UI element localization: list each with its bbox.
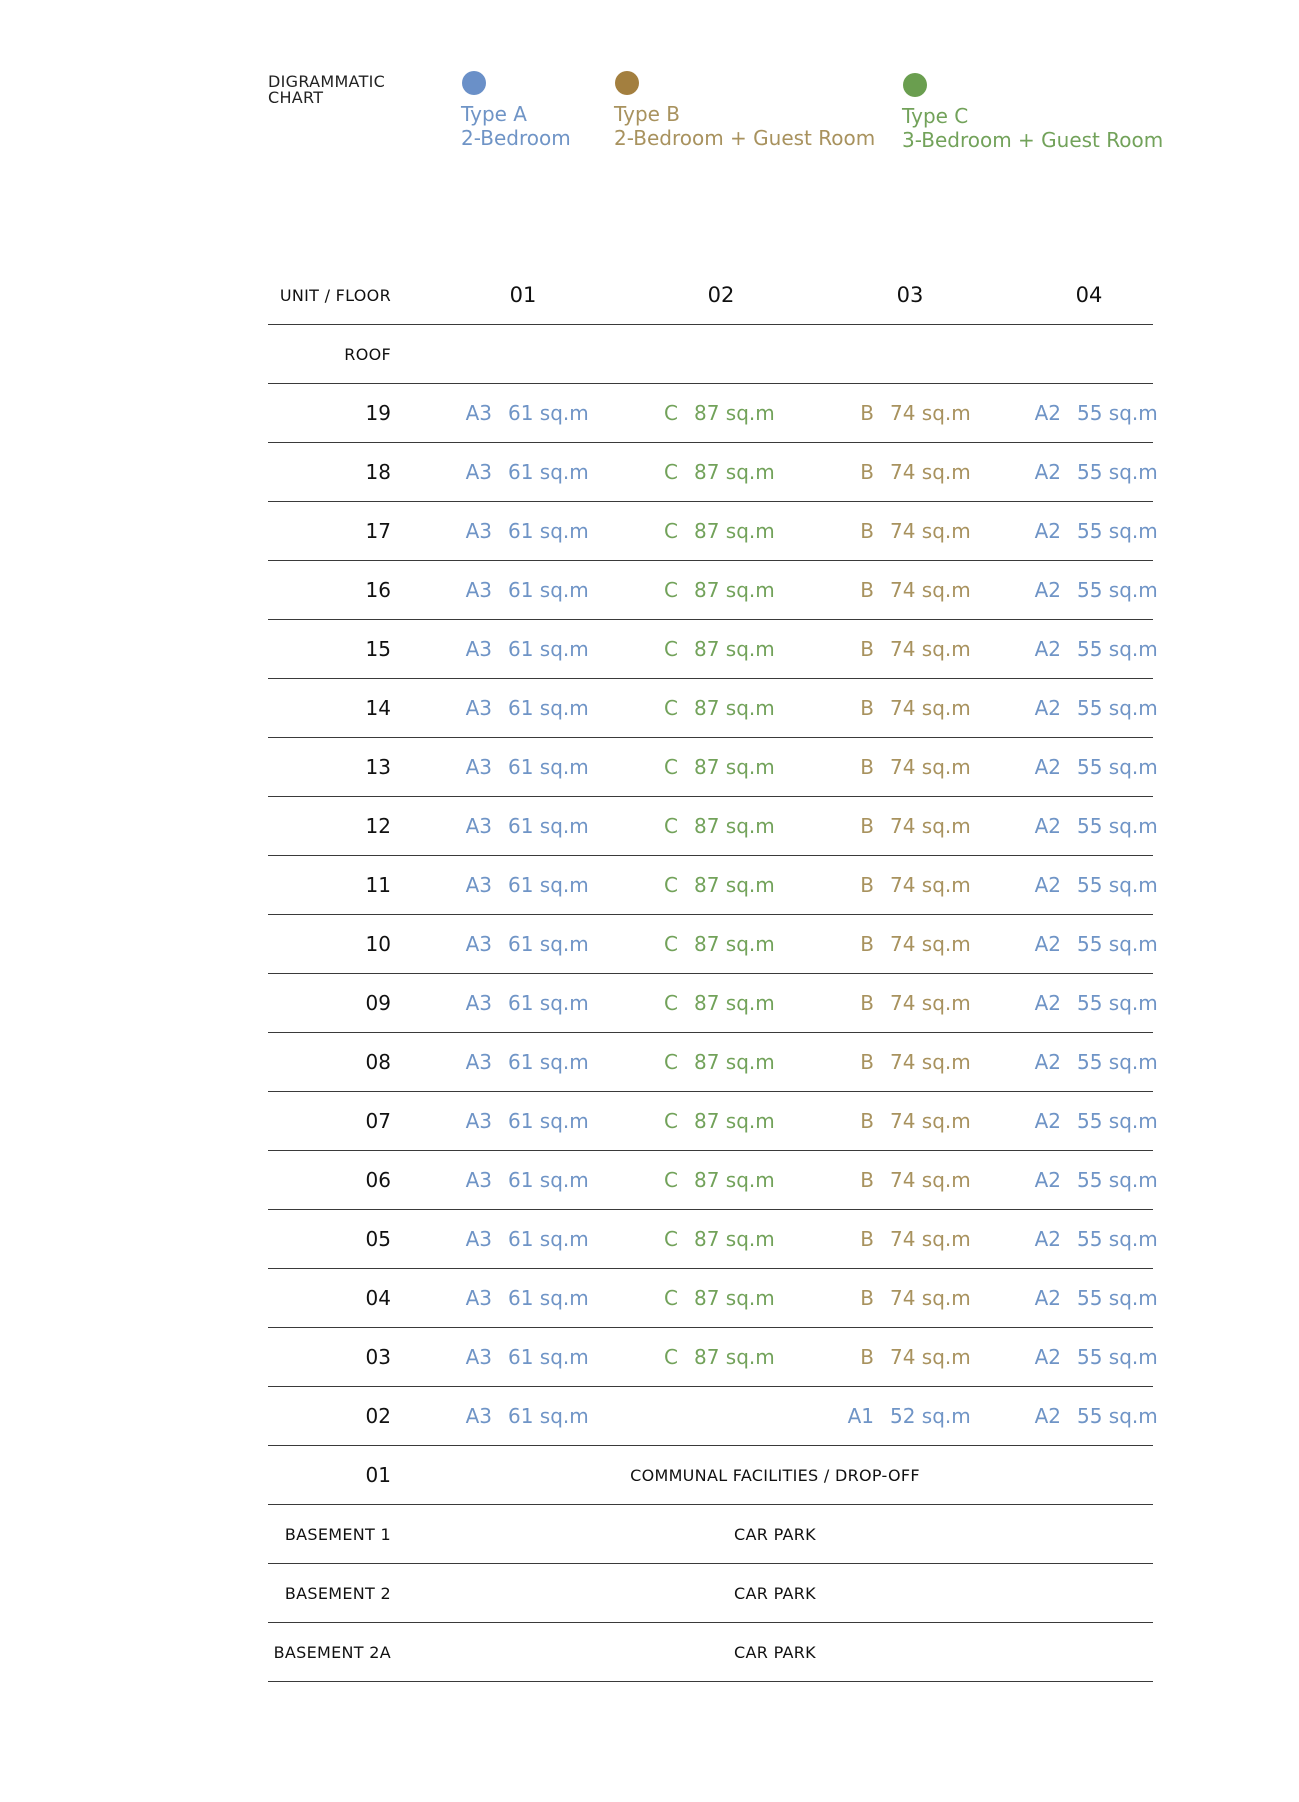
row-span-label: CAR PARK bbox=[734, 1642, 816, 1662]
unit-cell-04 bbox=[1033, 620, 1158, 678]
unit-cell-04 bbox=[1033, 797, 1158, 855]
unit-type-code: C bbox=[664, 1345, 678, 1369]
unit-cell-01 bbox=[464, 1151, 589, 1209]
unit-type-code: C bbox=[664, 637, 678, 661]
unit-area: 87 sq.m bbox=[694, 814, 775, 838]
unit-area: 74 sq.m bbox=[890, 1050, 971, 1074]
unit-type-code: C bbox=[664, 932, 678, 956]
unit-type-code: C bbox=[664, 991, 678, 1015]
unit-area: 74 sq.m bbox=[890, 696, 971, 720]
unit-area: 74 sq.m bbox=[890, 873, 971, 897]
floor-label: 17 bbox=[365, 519, 391, 543]
unit-area: 55 sq.m bbox=[1077, 696, 1158, 720]
unit-area: 74 sq.m bbox=[890, 1345, 971, 1369]
row-span-label: CAR PARK bbox=[734, 1583, 816, 1603]
unit-cell-02 bbox=[658, 1328, 775, 1386]
unit-cell-01 bbox=[464, 1210, 589, 1268]
unit-floor-header: UNIT / FLOOR bbox=[279, 285, 391, 305]
unit-type-code: A2 bbox=[1034, 873, 1061, 897]
unit-cell-04 bbox=[1033, 679, 1158, 737]
column-header-01: 01 bbox=[509, 283, 537, 307]
unit-type-code: B bbox=[860, 1286, 874, 1310]
unit-cell-02 bbox=[658, 1210, 775, 1268]
unit-cell-04 bbox=[1033, 974, 1158, 1032]
floor-label: 10 bbox=[365, 932, 391, 956]
unit-area: 61 sq.m bbox=[508, 1227, 589, 1251]
unit-cell-01 bbox=[464, 620, 589, 678]
chart-label-line-2: CHART bbox=[268, 88, 324, 107]
floor-label: 11 bbox=[365, 873, 391, 897]
column-header-03: 03 bbox=[896, 283, 924, 307]
unit-cell-04 bbox=[1033, 1328, 1158, 1386]
unit-area: 55 sq.m bbox=[1077, 1404, 1158, 1428]
unit-area: 61 sq.m bbox=[508, 696, 589, 720]
table-header-row bbox=[268, 266, 1153, 325]
unit-area: 87 sq.m bbox=[694, 1168, 775, 1192]
unit-cell-03 bbox=[846, 797, 971, 855]
legend-type-b bbox=[614, 71, 875, 150]
unit-cell-01 bbox=[464, 856, 589, 914]
unit-area: 55 sq.m bbox=[1077, 460, 1158, 484]
unit-area: 55 sq.m bbox=[1077, 519, 1158, 543]
table-row bbox=[268, 915, 1158, 974]
unit-type-code: A3 bbox=[465, 991, 492, 1015]
unit-type-code: C bbox=[664, 401, 678, 425]
unit-type-code: B bbox=[860, 460, 874, 484]
table-row bbox=[268, 1623, 1153, 1682]
unit-area: 61 sq.m bbox=[508, 755, 589, 779]
unit-type-code: B bbox=[860, 755, 874, 779]
unit-cell-02 bbox=[658, 738, 775, 796]
unit-cell-02 bbox=[658, 856, 775, 914]
table-row bbox=[268, 974, 1158, 1033]
unit-area: 61 sq.m bbox=[508, 814, 589, 838]
unit-area: 61 sq.m bbox=[508, 519, 589, 543]
unit-type-code: A2 bbox=[1034, 1227, 1061, 1251]
unit-cell-03 bbox=[846, 443, 971, 501]
unit-type-code: C bbox=[664, 460, 678, 484]
unit-type-code: C bbox=[664, 1168, 678, 1192]
unit-area: 52 sq.m bbox=[890, 1404, 971, 1428]
unit-area: 61 sq.m bbox=[508, 991, 589, 1015]
floor-label: ROOF bbox=[344, 344, 391, 364]
floor-label: 08 bbox=[365, 1050, 391, 1074]
unit-type-code: A2 bbox=[1034, 814, 1061, 838]
table-row bbox=[268, 1269, 1158, 1328]
unit-area: 87 sq.m bbox=[694, 932, 775, 956]
unit-area: 87 sq.m bbox=[694, 1050, 775, 1074]
unit-cell-03 bbox=[846, 561, 971, 619]
table-row bbox=[268, 1033, 1158, 1092]
unit-cell-04 bbox=[1033, 1092, 1158, 1150]
table-row bbox=[268, 1387, 1158, 1446]
unit-cell-03 bbox=[846, 1210, 971, 1268]
row-span-label: CAR PARK bbox=[734, 1524, 816, 1544]
table-row bbox=[268, 620, 1158, 679]
unit-type-code: C bbox=[664, 519, 678, 543]
unit-type-code: A3 bbox=[465, 1050, 492, 1074]
unit-cell-02 bbox=[658, 1269, 775, 1327]
unit-area: 74 sq.m bbox=[890, 578, 971, 602]
unit-area: 87 sq.m bbox=[694, 1227, 775, 1251]
unit-area: 55 sq.m bbox=[1077, 401, 1158, 425]
floor-label: 13 bbox=[365, 755, 391, 779]
unit-area: 87 sq.m bbox=[694, 1109, 775, 1133]
unit-type-code: C bbox=[664, 873, 678, 897]
unit-area: 55 sq.m bbox=[1077, 932, 1158, 956]
unit-cell-03 bbox=[846, 1387, 971, 1445]
unit-type-code: B bbox=[860, 1345, 874, 1369]
unit-type-code: A2 bbox=[1034, 696, 1061, 720]
unit-type-code: B bbox=[860, 814, 874, 838]
row-span-label: COMMUNAL FACILITIES / DROP-OFF bbox=[630, 1465, 920, 1485]
unit-cell-02 bbox=[658, 561, 775, 619]
unit-type-code: A2 bbox=[1034, 991, 1061, 1015]
unit-area: 87 sq.m bbox=[694, 991, 775, 1015]
legend-type-c bbox=[902, 73, 1163, 152]
unit-cell-04 bbox=[1033, 384, 1158, 442]
unit-cell-03 bbox=[846, 1033, 971, 1091]
unit-cell-02 bbox=[658, 443, 775, 501]
unit-cell-02 bbox=[658, 797, 775, 855]
unit-area: 74 sq.m bbox=[890, 460, 971, 484]
floor-label: 19 bbox=[365, 401, 391, 425]
unit-area: 61 sq.m bbox=[508, 932, 589, 956]
unit-type-code: A3 bbox=[465, 578, 492, 602]
unit-cell-04 bbox=[1033, 915, 1158, 973]
unit-type-code: C bbox=[664, 755, 678, 779]
unit-cell-01 bbox=[464, 1387, 589, 1445]
unit-area: 61 sq.m bbox=[508, 1404, 589, 1428]
unit-type-code: A2 bbox=[1034, 1404, 1061, 1428]
unit-type-code: A2 bbox=[1034, 519, 1061, 543]
unit-cell-04 bbox=[1033, 502, 1158, 560]
unit-area: 87 sq.m bbox=[694, 401, 775, 425]
type-c-dot-icon bbox=[903, 73, 927, 97]
unit-area: 74 sq.m bbox=[890, 1286, 971, 1310]
unit-cell-04 bbox=[1033, 738, 1158, 796]
unit-type-code: A2 bbox=[1034, 1050, 1061, 1074]
table-row bbox=[268, 325, 1153, 384]
unit-cell-01 bbox=[464, 1033, 589, 1091]
unit-area: 61 sq.m bbox=[508, 1109, 589, 1133]
unit-type-code: A2 bbox=[1034, 1168, 1061, 1192]
unit-type-code: A3 bbox=[465, 1345, 492, 1369]
unit-type-code: A3 bbox=[465, 873, 492, 897]
column-header-04: 04 bbox=[1075, 283, 1103, 307]
unit-area: 61 sq.m bbox=[508, 1050, 589, 1074]
unit-cell-03 bbox=[846, 679, 971, 737]
unit-type-code: A2 bbox=[1034, 637, 1061, 661]
unit-type-code: B bbox=[860, 401, 874, 425]
unit-area: 87 sq.m bbox=[694, 578, 775, 602]
floor-label: 14 bbox=[365, 696, 391, 720]
floor-label: 06 bbox=[365, 1168, 391, 1192]
unit-type-code: C bbox=[664, 1109, 678, 1133]
table-row bbox=[268, 738, 1158, 797]
column-header-02: 02 bbox=[707, 283, 735, 307]
legend-title: Type A bbox=[461, 102, 527, 126]
unit-type-code: B bbox=[860, 991, 874, 1015]
unit-cell-04 bbox=[1033, 1387, 1158, 1445]
unit-cell-03 bbox=[846, 1151, 971, 1209]
unit-area: 74 sq.m bbox=[890, 519, 971, 543]
unit-cell-03 bbox=[846, 974, 971, 1032]
unit-cell-01 bbox=[464, 561, 589, 619]
unit-cell-01 bbox=[464, 1092, 589, 1150]
unit-cell-03 bbox=[846, 856, 971, 914]
unit-area: 74 sq.m bbox=[890, 1109, 971, 1133]
unit-type-code: A3 bbox=[465, 401, 492, 425]
legend-title: Type C bbox=[902, 104, 969, 128]
unit-type-code: A2 bbox=[1034, 1345, 1061, 1369]
type-b-dot-icon bbox=[615, 71, 639, 95]
unit-area: 74 sq.m bbox=[890, 1227, 971, 1251]
unit-type-code: B bbox=[860, 637, 874, 661]
legend-desc: 2-Bedroom + Guest Room bbox=[614, 126, 876, 150]
unit-cell-02 bbox=[658, 915, 775, 973]
unit-cell-04 bbox=[1033, 1151, 1158, 1209]
unit-area: 55 sq.m bbox=[1077, 1227, 1158, 1251]
unit-type-code: A2 bbox=[1034, 1286, 1061, 1310]
unit-type-code: A2 bbox=[1034, 460, 1061, 484]
unit-area: 87 sq.m bbox=[694, 755, 775, 779]
unit-area: 61 sq.m bbox=[508, 1168, 589, 1192]
unit-type-code: C bbox=[664, 1286, 678, 1310]
unit-area: 61 sq.m bbox=[508, 401, 589, 425]
unit-type-code: B bbox=[860, 696, 874, 720]
unit-type-code: A2 bbox=[1034, 1109, 1061, 1133]
unit-area: 55 sq.m bbox=[1077, 1286, 1158, 1310]
unit-cell-03 bbox=[846, 1269, 971, 1327]
unit-cell-02 bbox=[658, 384, 775, 442]
unit-area: 74 sq.m bbox=[890, 637, 971, 661]
table-row bbox=[268, 1564, 1153, 1623]
unit-cell-02 bbox=[658, 502, 775, 560]
unit-area: 55 sq.m bbox=[1077, 755, 1158, 779]
floor-label: 01 bbox=[365, 1463, 391, 1487]
legend-desc: 2-Bedroom bbox=[461, 126, 571, 150]
floor-label: 09 bbox=[365, 991, 391, 1015]
unit-cell-03 bbox=[846, 1092, 971, 1150]
unit-type-code: C bbox=[664, 696, 678, 720]
unit-area: 55 sq.m bbox=[1077, 1345, 1158, 1369]
unit-cell-01 bbox=[464, 679, 589, 737]
unit-type-code: A2 bbox=[1034, 755, 1061, 779]
unit-cell-01 bbox=[464, 1328, 589, 1386]
unit-cell-03 bbox=[846, 620, 971, 678]
unit-area: 87 sq.m bbox=[694, 519, 775, 543]
unit-area: 87 sq.m bbox=[694, 637, 775, 661]
table-row bbox=[268, 1446, 1153, 1505]
floor-label: 05 bbox=[365, 1227, 391, 1251]
unit-type-code: B bbox=[860, 873, 874, 897]
unit-cell-01 bbox=[464, 443, 589, 501]
unit-cell-02 bbox=[658, 1033, 775, 1091]
floor-table bbox=[268, 266, 1158, 1682]
unit-type-code: B bbox=[860, 578, 874, 602]
chart-label-line-1: DIGRAMMATIC bbox=[268, 72, 386, 91]
unit-area: 87 sq.m bbox=[694, 1345, 775, 1369]
unit-area: 61 sq.m bbox=[508, 1286, 589, 1310]
unit-cell-02 bbox=[658, 974, 775, 1032]
unit-cell-01 bbox=[464, 502, 589, 560]
table-row bbox=[268, 1092, 1158, 1151]
unit-area: 55 sq.m bbox=[1077, 637, 1158, 661]
unit-area: 61 sq.m bbox=[508, 637, 589, 661]
floor-label: BASEMENT 2 bbox=[284, 1583, 391, 1603]
unit-type-code: A3 bbox=[465, 1404, 492, 1428]
unit-area: 55 sq.m bbox=[1077, 1109, 1158, 1133]
unit-cell-04 bbox=[1033, 1269, 1158, 1327]
unit-type-code: C bbox=[664, 814, 678, 838]
unit-type-code: A3 bbox=[465, 1286, 492, 1310]
floor-label: 16 bbox=[365, 578, 391, 602]
unit-cell-03 bbox=[846, 738, 971, 796]
unit-area: 87 sq.m bbox=[694, 696, 775, 720]
floor-label: BASEMENT 1 bbox=[284, 1524, 391, 1544]
unit-type-code: A1 bbox=[847, 1404, 874, 1428]
floor-label: 07 bbox=[365, 1109, 391, 1133]
unit-area: 55 sq.m bbox=[1077, 873, 1158, 897]
unit-type-code: C bbox=[664, 578, 678, 602]
unit-cell-01 bbox=[464, 915, 589, 973]
unit-type-code: A3 bbox=[465, 1168, 492, 1192]
legend-desc: 3-Bedroom + Guest Room bbox=[902, 128, 1164, 152]
unit-area: 61 sq.m bbox=[508, 1345, 589, 1369]
table-row bbox=[268, 856, 1158, 915]
floor-label: 15 bbox=[365, 637, 391, 661]
unit-area: 87 sq.m bbox=[694, 460, 775, 484]
unit-cell-04 bbox=[1033, 443, 1158, 501]
unit-cell-01 bbox=[464, 738, 589, 796]
unit-type-code: A2 bbox=[1034, 578, 1061, 602]
unit-cell-04 bbox=[1033, 856, 1158, 914]
type-a-dot-icon bbox=[462, 71, 486, 95]
unit-cell-02 bbox=[658, 1151, 775, 1209]
unit-cell-01 bbox=[464, 974, 589, 1032]
unit-type-code: A3 bbox=[465, 932, 492, 956]
unit-cell-04 bbox=[1033, 561, 1158, 619]
unit-cell-03 bbox=[846, 1328, 971, 1386]
chart-label bbox=[268, 74, 385, 106]
floor-label: 18 bbox=[365, 460, 391, 484]
unit-type-code: A3 bbox=[465, 637, 492, 661]
unit-area: 55 sq.m bbox=[1077, 1168, 1158, 1192]
unit-area: 61 sq.m bbox=[508, 873, 589, 897]
unit-area: 74 sq.m bbox=[890, 991, 971, 1015]
unit-type-code: C bbox=[664, 1050, 678, 1074]
table-row bbox=[268, 384, 1158, 443]
unit-type-code: A3 bbox=[465, 696, 492, 720]
table-row bbox=[268, 679, 1158, 738]
unit-type-code: A3 bbox=[465, 460, 492, 484]
table-row bbox=[268, 1210, 1158, 1269]
unit-cell-02 bbox=[658, 620, 775, 678]
unit-area: 55 sq.m bbox=[1077, 814, 1158, 838]
unit-cell-01 bbox=[464, 384, 589, 442]
unit-cell-02 bbox=[658, 679, 775, 737]
unit-type-code: A2 bbox=[1034, 932, 1061, 956]
legend-title: Type B bbox=[614, 102, 681, 126]
unit-area: 55 sq.m bbox=[1077, 578, 1158, 602]
unit-type-code: A3 bbox=[465, 1227, 492, 1251]
unit-type-code: B bbox=[860, 932, 874, 956]
unit-type-code: A3 bbox=[465, 1109, 492, 1133]
unit-area: 74 sq.m bbox=[890, 814, 971, 838]
unit-area: 55 sq.m bbox=[1077, 1050, 1158, 1074]
unit-type-code: B bbox=[860, 1109, 874, 1133]
unit-cell-04 bbox=[1033, 1033, 1158, 1091]
floor-label: 02 bbox=[365, 1404, 391, 1428]
unit-area: 74 sq.m bbox=[890, 401, 971, 425]
unit-area: 74 sq.m bbox=[890, 932, 971, 956]
unit-area: 55 sq.m bbox=[1077, 991, 1158, 1015]
unit-type-code: A2 bbox=[1034, 401, 1061, 425]
floor-label: 12 bbox=[365, 814, 391, 838]
table-row bbox=[268, 561, 1158, 620]
unit-type-code: B bbox=[860, 1227, 874, 1251]
table-row bbox=[268, 1505, 1153, 1564]
unit-type-code: B bbox=[860, 1050, 874, 1074]
unit-type-code: B bbox=[860, 519, 874, 543]
legend-type-a bbox=[461, 71, 571, 150]
unit-area: 61 sq.m bbox=[508, 460, 589, 484]
floor-label: 04 bbox=[365, 1286, 391, 1310]
table-row bbox=[268, 797, 1158, 856]
unit-type-code: A3 bbox=[465, 814, 492, 838]
unit-area: 74 sq.m bbox=[890, 755, 971, 779]
unit-cell-03 bbox=[846, 915, 971, 973]
table-row bbox=[268, 1151, 1158, 1210]
unit-type-code: A3 bbox=[465, 519, 492, 543]
unit-cell-04 bbox=[1033, 1210, 1158, 1268]
table-row bbox=[268, 502, 1158, 561]
unit-type-code: C bbox=[664, 1227, 678, 1251]
unit-area: 61 sq.m bbox=[508, 578, 589, 602]
unit-cell-01 bbox=[464, 1269, 589, 1327]
unit-area: 87 sq.m bbox=[694, 873, 775, 897]
floor-label: 03 bbox=[365, 1345, 391, 1369]
table-row bbox=[268, 1328, 1158, 1387]
unit-cell-03 bbox=[846, 502, 971, 560]
floor-label: BASEMENT 2A bbox=[273, 1642, 391, 1662]
unit-type-code: B bbox=[860, 1168, 874, 1192]
unit-cell-02 bbox=[658, 1092, 775, 1150]
table-row bbox=[268, 443, 1158, 502]
unit-cell-03 bbox=[846, 384, 971, 442]
unit-area: 74 sq.m bbox=[890, 1168, 971, 1192]
unit-type-code: A3 bbox=[465, 755, 492, 779]
unit-cell-01 bbox=[464, 797, 589, 855]
unit-area: 87 sq.m bbox=[694, 1286, 775, 1310]
